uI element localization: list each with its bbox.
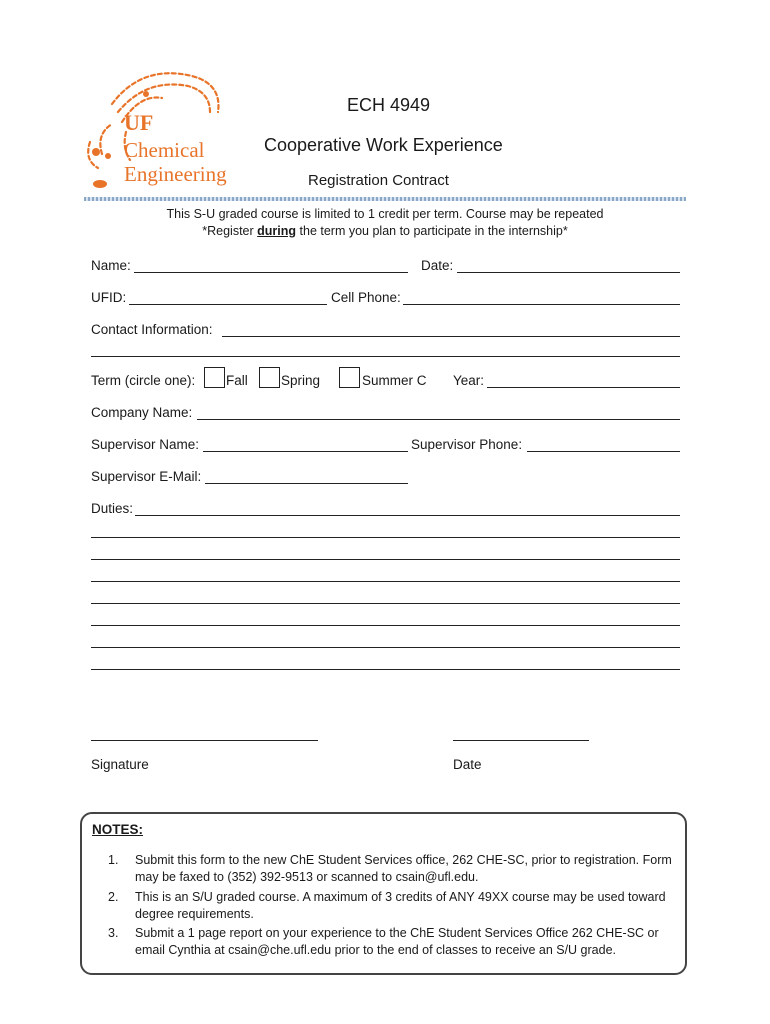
- term-fall-checkbox[interactable]: [204, 367, 225, 388]
- name-label: Name:: [91, 258, 131, 273]
- intro-line-2: [90, 224, 680, 238]
- term-label: Term (circle one):: [91, 373, 196, 388]
- term-spring-label: Spring: [281, 373, 321, 388]
- logo-chemical: Chemical: [124, 138, 205, 162]
- notes-item-number: 3.: [108, 926, 119, 940]
- intro-line-2-pre: *Register: [202, 224, 258, 238]
- notes-item-number: 2.: [108, 890, 119, 904]
- duties-input-line-4[interactable]: [91, 581, 680, 582]
- duties-input-line[interactable]: [135, 515, 680, 516]
- duties-input-line-2[interactable]: [91, 537, 680, 538]
- company-name-input-line[interactable]: [197, 419, 680, 420]
- term-summer-label: Summer C: [362, 373, 427, 388]
- signature-date-input-line[interactable]: [453, 740, 589, 741]
- header-divider: [84, 197, 686, 201]
- duties-input-line-7[interactable]: [91, 647, 680, 648]
- cell-phone-label: Cell Phone:: [331, 290, 401, 305]
- uf-chemical-engineering-logo: [82, 64, 260, 194]
- notes-item-text: This is an S/U graded course. A maximum of 3 credits of ANY 49XX course may be used toward degree requirements.: [135, 890, 666, 921]
- notes-item-1: [108, 852, 678, 886]
- year-input-line[interactable]: [487, 387, 680, 388]
- intro-line-2-emphasis: during: [257, 224, 297, 238]
- ufid-label: UFID:: [91, 290, 127, 305]
- notes-item-text: Submit this form to the new ChE Student Services office, 262 CHE-SC, prior to registration. Form may be faxed to (352) 392-9513 or scanned to csain@ufl.edu.: [135, 853, 672, 884]
- name-input-line[interactable]: [134, 272, 408, 273]
- date-input-line[interactable]: [457, 272, 680, 273]
- logo-engineering: Engineering: [124, 162, 227, 186]
- supervisor-email-label: Supervisor E-Mail:: [91, 469, 202, 484]
- supervisor-phone-label: Supervisor Phone:: [411, 437, 523, 452]
- duties-input-line-5[interactable]: [91, 603, 680, 604]
- supervisor-name-input-line[interactable]: [203, 451, 408, 452]
- notes-item-number: 1.: [108, 853, 119, 867]
- notes-item-3: [108, 925, 678, 959]
- cell-phone-input-line[interactable]: [403, 304, 680, 305]
- term-spring-checkbox[interactable]: [259, 367, 280, 388]
- page-title: Cooperative Work Experience: [264, 135, 503, 155]
- signature-date-label: Date: [453, 757, 482, 772]
- notes-item-text: Submit a 1 page report on your experience to the ChE Student Services Office 262 CHE-SC or email Cynthia at csain@che.ufl.edu prior to the end of classes to receive an S/U grade.: [135, 926, 659, 957]
- contact-info-label: Contact Information:: [91, 322, 213, 337]
- duties-label: Duties:: [91, 501, 134, 516]
- company-name-label: Company Name:: [91, 405, 193, 420]
- ufid-input-line[interactable]: [129, 304, 327, 305]
- logo-uf: UF: [124, 110, 154, 135]
- notes-item-2: [108, 889, 678, 923]
- contact-info-input-line-2[interactable]: [91, 356, 680, 357]
- intro-line-1: This S-U graded course is limited to 1 credit per term. Course may be repeated: [166, 207, 604, 221]
- duties-input-line-3[interactable]: [91, 559, 680, 560]
- course-number: ECH 4949: [347, 95, 431, 115]
- supervisor-phone-input-line[interactable]: [527, 451, 680, 452]
- contact-info-input-line[interactable]: [222, 336, 680, 337]
- signature-input-line[interactable]: [91, 740, 318, 741]
- intro-line-2-post: the term you plan to participate in the internship*: [296, 224, 568, 238]
- term-fall-label: Fall: [226, 373, 248, 388]
- term-summer-checkbox[interactable]: [339, 367, 360, 388]
- supervisor-name-label: Supervisor Name:: [91, 437, 200, 452]
- duties-input-line-8[interactable]: [91, 669, 680, 670]
- supervisor-email-input-line[interactable]: [205, 483, 408, 484]
- year-label: Year:: [453, 373, 485, 388]
- duties-input-line-6[interactable]: [91, 625, 680, 626]
- page-subtitle: Registration Contract: [308, 172, 449, 189]
- signature-label: Signature: [91, 757, 149, 772]
- date-label: Date:: [421, 258, 454, 273]
- notes-title: NOTES:: [92, 822, 144, 837]
